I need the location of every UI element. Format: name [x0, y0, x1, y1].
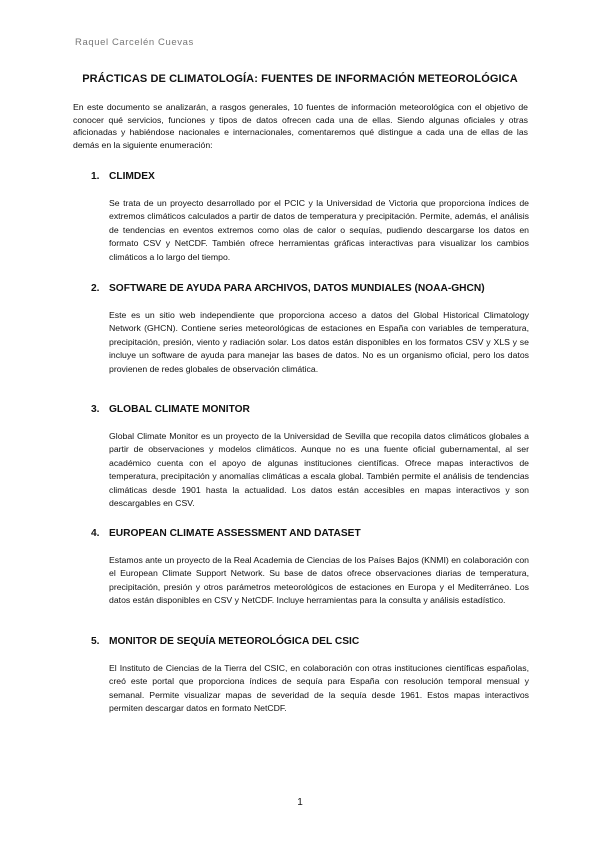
page-number: 1 [297, 797, 303, 808]
section-body: Este es un sitio web independiente que proporciona acceso a datos del Global Historical Climatology Network (GHCN). Contiene series meteorológicas de estaciones en España con variables de temperatura, precipitación, presión, viento y radiación solar. Los datos están disponibles en los formatos CSV y XLS y se incluye un software de ayuda para manejar las bases de datos. No es un organismo oficial, pero los datos provienen de redes globales de observación climática. [109, 310, 529, 374]
section-body: El Instituto de Ciencias de la Tierra del CSIC, en colaboración con otras instituciones científicas españolas, creó este portal que proporciona índices de sequía para España con resolución temporal mensual y semanal. Permite visualizar mapas de severidad de la sequía desde 1961. Estos mapas interactivos permiten descargar datos en formato NetCDF. [109, 663, 529, 714]
section-title: SOFTWARE DE AYUDA PARA ARCHIVOS, DATOS MUNDIALES (NOAA-GHCN) [109, 283, 485, 294]
section-heading [91, 171, 155, 182]
section-body: Global Climate Monitor es un proyecto de la Universidad de Sevilla que recopila datos climáticos globales a partir de observaciones y modelos climáticos. Aunque no es una fuente oficial gubernamental, al ser académico cuenta con el apoyo de algunas instituciones científicas. Ofrece mapas interactivos de temperatura, precipitación y anomalías climáticas a escala global. También permite el análisis de tendencias climáticas desde 1901 hasta la actualidad. Los datos están accesibles en mapas interactivos y son descargables en CSV. [109, 431, 529, 509]
page-header-author: Raquel Carcelén Cuevas [75, 37, 194, 48]
section-number: 3. [91, 404, 100, 415]
section-title: EUROPEAN CLIMATE ASSESSMENT AND DATASET [109, 528, 361, 539]
section-heading [91, 636, 359, 647]
section-heading [91, 404, 250, 415]
section-number: 2. [91, 283, 100, 294]
intro-paragraph: En este documento se analizarán, a rasgos generales, 10 fuentes de información meteorológica con el objetivo de conocer qué servicios, funciones y tipos de datos ofrecen cada una de ellas. Siendo algunas oficiales y otras aficionadas y habiéndose nacionales e internacionales, comentaremos qué distingue a cada una de ellas de las demás en la siguiente enumeración: [73, 102, 528, 150]
section-body: Estamos ante un proyecto de la Real Academia de Ciencias de los Países Bajos (KNMI) en colaboración con el European Climate Support Network. Su base de datos ofrece observaciones diarias de temperatura, precipitación, presión y otros parámetros meteorológicos de estaciones en Europa y el Mediterráneo. Los datos están disponibles en CSV y NetCDF. Incluye herramientas para la consulta y análisis estadístico. [109, 555, 529, 606]
section-title: CLIMDEX [109, 171, 155, 182]
section-heading [91, 283, 485, 294]
section-number: 1. [91, 171, 100, 182]
section-heading [91, 528, 361, 539]
section-title: MONITOR DE SEQUÍA METEOROLÓGICA DEL CSIC [109, 636, 360, 647]
section-title: GLOBAL CLIMATE MONITOR [109, 404, 250, 415]
document-title: PRÁCTICAS DE CLIMATOLOGÍA: FUENTES DE INFORMACIÓN METEOROLÓGICA [82, 73, 518, 85]
section-number: 4. [91, 528, 100, 539]
section-body: Se trata de un proyecto desarrollado por el PCIC y la Universidad de Victoria que proporciona índices de extremos climáticos calculados a partir de datos de temperatura y precipitación. Permite, además, el análisis de tendencias en eventos extremos como olas de calor o sequías, pudiendo descargarse los datos en formato CSV y NetCDF. También ofrece herramientas gráficas interactivas para visualizar los cambios climáticos a lo largo del tiempo. [109, 198, 529, 262]
section-number: 5. [91, 636, 100, 647]
